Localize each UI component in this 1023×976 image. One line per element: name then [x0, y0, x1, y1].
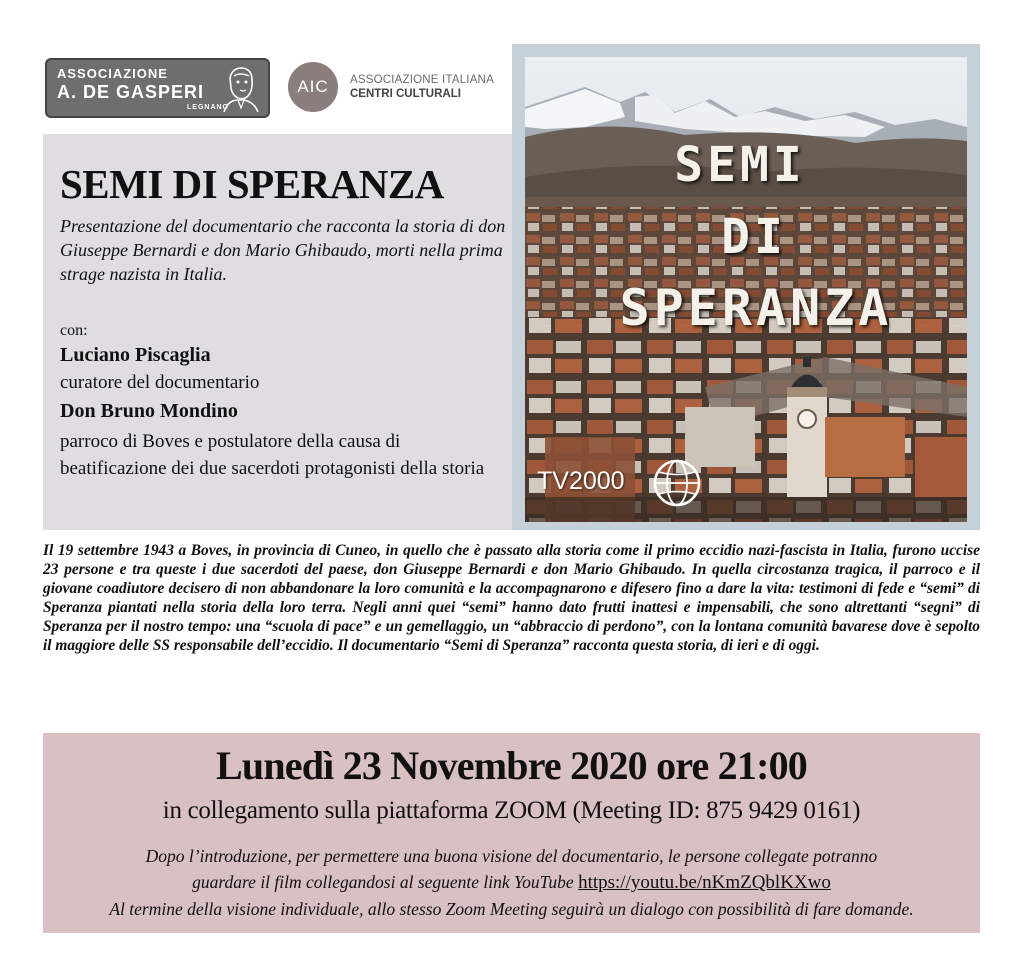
youtube-link[interactable]: https://youtu.be/nKmZQblKXwo — [578, 872, 831, 893]
poster-title-line3: SPERANZA — [619, 279, 893, 337]
speaker2-role: parroco di Boves e postulatore della causa di beatificazione dei due sacerdoti protagonisti della storia — [60, 431, 485, 479]
aic-logo-mark: AIC — [288, 62, 338, 112]
globe-icon — [651, 457, 703, 509]
event-zoom-info: in collegamento sulla piattaforma ZOOM (Meeting ID: 875 9429 0161) — [162, 797, 861, 824]
with-label: con: — [60, 322, 88, 339]
event-note-line2-text: guardare il film collegandosi al seguente link YouTube — [192, 872, 579, 892]
subtitle: Presentazione del documentario che racconta la storia di don Giuseppe Bernardi e don Mario Ghibaudo, morti nella prima strage nazista in Italia. — [60, 216, 506, 284]
aic-logo — [288, 62, 508, 114]
degasperi-logo-line1: ASSOCIAZIONE — [57, 66, 168, 81]
speaker2-name: Don Bruno Mondino — [60, 400, 238, 422]
speaker1-name: Luciano Piscaglia — [60, 344, 211, 366]
speaker1-role: curatore del documentario — [60, 372, 260, 393]
aic-logo-line2: CENTRI CULTURALI — [350, 88, 461, 100]
event-note-line2 — [0, 872, 1023, 894]
degasperi-logo-line3: LEGNANO — [187, 104, 229, 111]
poster-image — [525, 57, 967, 522]
degasperi-logo-line2: A. DE GASPERI — [57, 82, 205, 102]
event-note-line1: Dopo l’introduzione, per permettere una buona visione del documentario, le persone collegate potranno — [145, 846, 878, 866]
story-paragraph: Il 19 settembre 1943 a Boves, in provincia di Cuneo, in quello che è passato alla storia come il primo eccidio nazi-fascista in Italia, furono uccise 23 persone e tra queste i due sacerdoti del paese, don Giuseppe Bernardi e don Mario Ghibaudo. In quella circostanza tragica, il parroco e il giovane coadiutore decisero di non abbandonare la loro comunità e la accompagnarono e difesero fino a dare la vita: testimoni di fede e “semi” di Speranza piantati nella storia della loro terra. Negli anni quei “semi” hanno dato frutti inattesi e impensabili, che sono altrettanti “segni” di Speranza per il nostro tempo: una “scuola di pace” e un gemellaggio, un “abbraccio di perdono”, con la lontana comunità bavarese dove è sepolto il maggiore delle SS responsabile dell’eccidio. Il documentario “Semi di Speranza” racconta questa storia, di ieri e di oggi. — [43, 542, 980, 654]
page-title: SEMI DI SPERANZA — [60, 161, 444, 207]
portrait-icon — [218, 64, 262, 112]
event-note-line3: Al termine della visione individuale, allo stesso Zoom Meeting seguirà un dialogo con possibilità di fare domande. — [109, 899, 914, 919]
degasperi-logo — [45, 58, 270, 118]
event-date: Lunedì 23 Novembre 2020 ore 21:00 — [216, 743, 807, 788]
poster-title-line1: SEMI — [674, 137, 806, 193]
tv2000-logo: TV2000 — [537, 467, 625, 495]
aic-logo-line1: ASSOCIAZIONE ITALIANA — [350, 74, 494, 86]
poster-title-line2: DI — [721, 209, 787, 265]
